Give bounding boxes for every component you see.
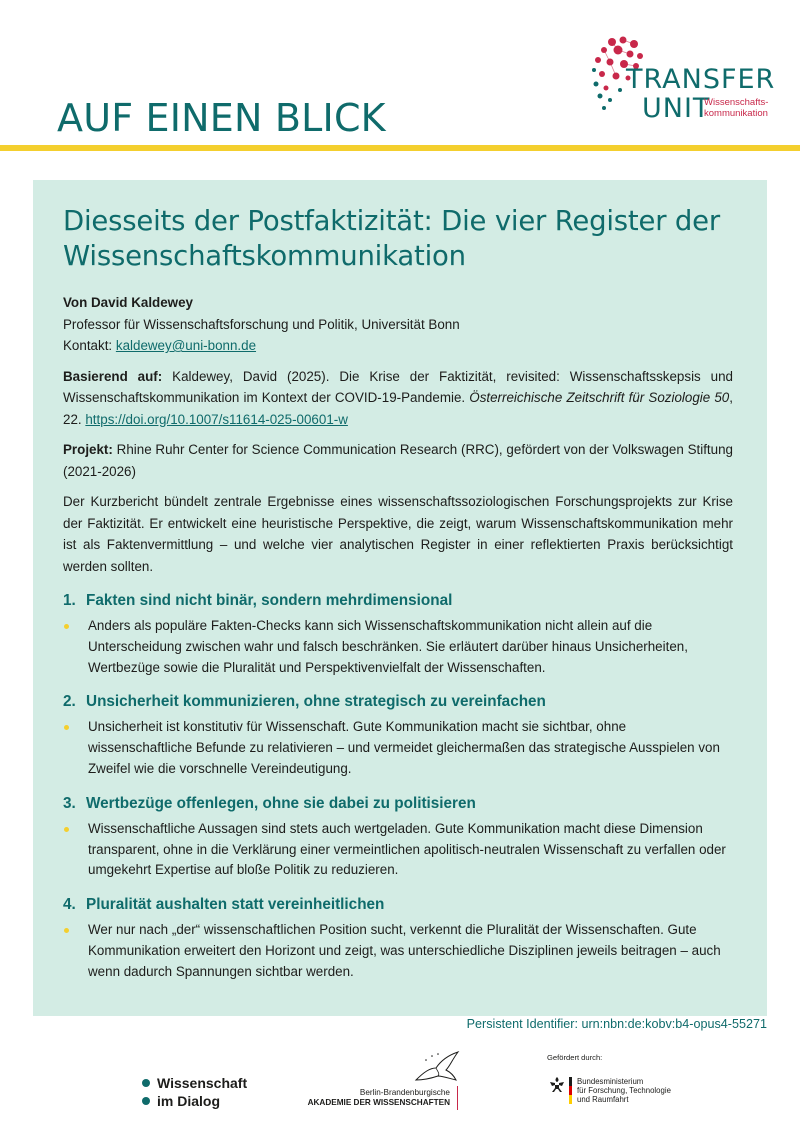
bbaw-accent-bar [457, 1086, 458, 1110]
author-contact [63, 335, 733, 357]
bullet-dot-icon [64, 725, 69, 730]
wid-logo-text: Wissenschaft [157, 1075, 248, 1091]
basis-pages: , 22. [63, 390, 733, 427]
section-number: 2. [63, 693, 76, 711]
author-email-link[interactable]: kaldewey@uni-bonn.de [115, 338, 257, 353]
wid-logo-text: im Dialog [157, 1093, 221, 1109]
section-bullets [63, 616, 733, 678]
bbaw-name-line: Berlin-Brandenburgische [359, 1088, 450, 1097]
header-divider [0, 145, 800, 151]
project-label: Projekt: [63, 442, 113, 457]
ministry-name-line: und Raumfahrt [577, 1095, 629, 1104]
section-3 [63, 793, 733, 881]
section-heading [63, 793, 733, 815]
logo-text-unit: UNIT [642, 93, 711, 124]
summary-card [33, 180, 767, 1016]
section-number: 1. [63, 592, 76, 609]
project-info [63, 439, 733, 482]
author-block [63, 292, 733, 357]
section-1 [63, 590, 733, 678]
list-item [63, 819, 733, 881]
dot-icon [142, 1097, 150, 1105]
section-number: 3. [63, 794, 76, 812]
intro-paragraph: Der Kurzbericht bündelt zentrale Ergebnisse eines wissenschaftssoziologischen Forschungsprojekts zur Krise der Faktizität. Er entwickelt eine heuristische Perspektive, die zeigt, warum Wissenschaftskommunikation mehr ist als Faktenvermittlung – und welche vier analytischen Register in einer reflektierten Praxis berücksichtigt werden sollten. [63, 494, 733, 574]
author-name: Von David Kaldewey [63, 295, 193, 310]
basis-journal: Österreichische Zeitschrift für Soziologie 50 [469, 390, 730, 405]
bullet-text: Wissenschaftliche Aussagen sind stets auch wertgeladen. Gute Kommunikation macht diese Dimension transparent, ohne in die Verklärung einer vermeintlichen apolitisch-neutralen Wissenschaft zu verfallen oder umgekehrt Expertise auf bloße Politik zu reduzieren. [88, 820, 726, 878]
bullet-dot-icon [64, 928, 69, 933]
list-item [63, 616, 733, 678]
funded-by-label: Gefördert durch: [547, 1053, 603, 1062]
ministry-name [577, 1077, 671, 1104]
section-bullets [63, 920, 733, 982]
basis-reference [63, 366, 733, 431]
logo-text-transfer: TRANSFER [626, 64, 776, 95]
bbaw-logo [300, 1050, 480, 1116]
section-heading-text: Unsicherheit kommunizieren, ohne strategisch zu vereinfachen [86, 693, 546, 711]
section-heading-text: Wertbezüge offenlegen, ohne sie dabei zu politisieren [86, 794, 476, 812]
section-heading [63, 691, 733, 713]
section-heading-text: Pluralität aushalten statt vereinheitlichen [86, 896, 385, 914]
bird-icon [412, 1050, 464, 1086]
logo-subtitle [704, 97, 768, 119]
page-title: AUF EINEN BLICK [57, 96, 386, 140]
bullet-text: Anders als populäre Fakten-Checks kann sich Wissenschaftskommunikation nicht allein auf die Unterscheidung zwischen wahr und falsch beschränken. Sie erläutert darüber hinaus Unsicherheiten, Wertbezüge sowie die Pluralität und Perspektivenvielfalt der Wissenschaften. [88, 618, 688, 675]
dot-icon [142, 1079, 150, 1087]
bullet-dot-icon [64, 624, 69, 629]
german-flag-icon [569, 1077, 572, 1104]
doi-link[interactable]: https://doi.org/10.1007/s11614-025-00601-w [85, 411, 348, 427]
section-2 [63, 691, 733, 779]
contact-label: Kontakt: [63, 338, 113, 353]
section-heading [63, 590, 733, 612]
wid-logo-line [140, 1074, 247, 1092]
section-number: 4. [63, 896, 76, 914]
section-bullets [63, 819, 733, 881]
wissenschaft-im-dialog-logo [140, 1074, 247, 1110]
section-heading [63, 894, 733, 916]
project-text: Rhine Ruhr Center for Science Communication Research (RRC), gefördert von der Volkswagen Stiftung (2021-2026) [63, 442, 733, 479]
section-heading-text: Fakten sind nicht binär, sondern mehrdimensional [86, 592, 453, 609]
list-item [63, 920, 733, 982]
logo-subtitle-line: kommunikation [704, 108, 768, 119]
article-title: Diesseits der Postfaktizität: Die vier Register der Wissenschaftskommunikation [63, 205, 720, 272]
basis-label: Basierend auf: [63, 368, 163, 384]
transfer-unit-logo [590, 34, 776, 124]
bullet-text: Unsicherheit ist konstitutiv für Wissenschaft. Gute Kommunikation macht sie sichtbar, ohne wissenschaftliche Befunde zu relativieren – und vermeidet gleichermaßen das strategische Ausspielen von Zweifel wie die vorschnelle Vereindeutigung. [88, 719, 720, 776]
section-4 [63, 894, 733, 982]
bullet-dot-icon [64, 827, 69, 832]
ministry-name-line: Bundesministerium [577, 1077, 644, 1086]
persistent-identifier: Persistent Identifier: urn:nbn:de:kobv:b4-opus4-55271 [466, 1017, 767, 1031]
wid-logo-line [140, 1092, 247, 1110]
ministry-name-line: für Forschung, Technologie [577, 1086, 671, 1095]
bullet-text: Wer nur nach „der“ wissenschaftlichen Position sucht, verkennt die Pluralität der Wissenschaften. Gute Kommunikation erweitert den Horizont und zeigt, was unterschiedliche Disziplinen jeweils beitragen – auch wenn dadurch Spannungen sichtbar werden. [88, 922, 721, 979]
basis-text: Kaldewey, David (2025). Die Krise der Faktizität, revisited: Wissenschaftsskepsis und Wissenschaftskommunikation im Kontext der COVID-19-Pandemie. [63, 368, 733, 405]
list-item [63, 717, 733, 779]
bbaw-name-line: AKADEMIE DER WISSENSCHAFTEN [307, 1098, 450, 1107]
federal-eagle-icon [548, 1076, 566, 1096]
logo-subtitle-line: Wissenschafts- [704, 97, 769, 108]
author-role: Professor für Wissenschaftsforschung und Politik, Universität Bonn [63, 316, 460, 332]
section-bullets [63, 717, 733, 779]
